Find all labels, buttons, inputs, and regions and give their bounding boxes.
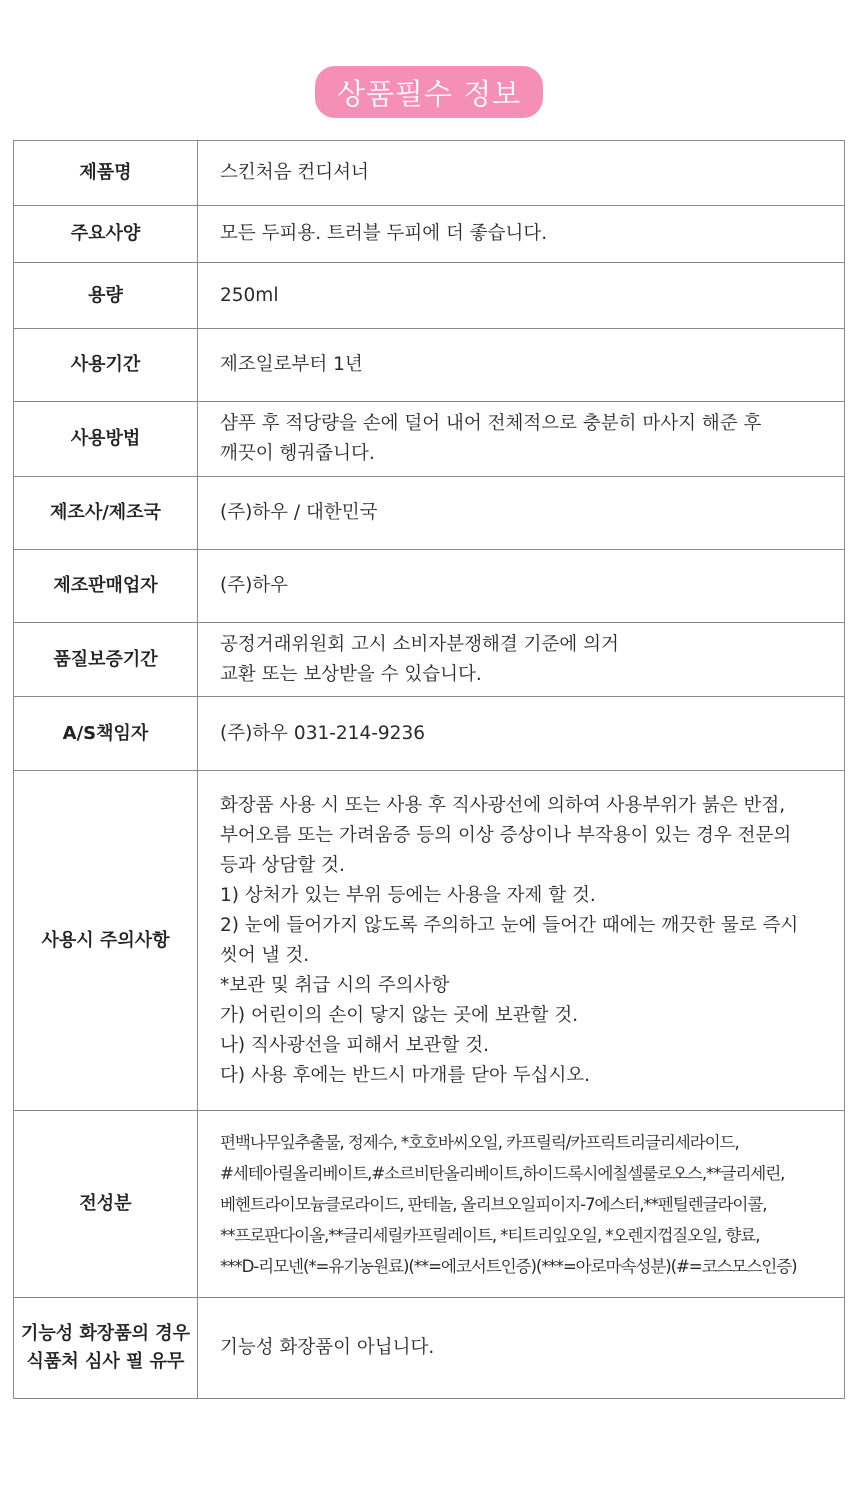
table-row — [14, 697, 845, 771]
row-label-text: 제품명 — [79, 162, 132, 183]
row-value-text: 나) 직사광선을 피해서 보관할 것. — [220, 1034, 489, 1056]
row-value-text: 등과 상담할 것. — [220, 854, 345, 876]
row-value-text: 씻어 낼 것. — [220, 944, 310, 966]
row-label-text: 품질보증기간 — [53, 648, 158, 670]
row-value — [198, 550, 845, 623]
row-value-text: (주)하우 / 대한민국 — [220, 502, 378, 523]
row-value-text: 공정거래위원회 고시 소비자분쟁해결 기준에 의거 — [220, 633, 619, 655]
row-value — [198, 623, 845, 697]
row-value — [198, 206, 845, 263]
row-label-text: 제조사/제조국 — [50, 502, 161, 523]
row-label — [14, 623, 198, 697]
table-row — [14, 1111, 845, 1298]
row-value-text: 스킨처음 컨디셔너 — [220, 162, 369, 183]
row-value-text: 샴푸 후 적당량을 손에 덜어 내어 전체적으로 충분히 마사지 해준 후 — [220, 413, 762, 434]
row-label — [14, 329, 198, 402]
table-row — [14, 550, 845, 623]
row-value — [198, 329, 845, 402]
row-value — [198, 1111, 845, 1298]
row-value-text: 2) 눈에 들어가지 않도록 주의하고 눈에 들어간 때에는 깨끗한 물로 즉시 — [220, 914, 799, 936]
row-value-text: #세테아릴올리베이트,#소르비탄올리베이트,하이드록시에칠셀룰로오스,**글리세린, — [220, 1163, 785, 1183]
row-label — [14, 771, 198, 1111]
row-value-text: 제조일로부터 1년 — [220, 354, 363, 375]
row-label — [14, 263, 198, 329]
table-row — [14, 477, 845, 550]
row-label-text: 전성분 — [79, 1193, 132, 1214]
row-value-text: (주)하우 031-214-9236 — [220, 722, 425, 744]
table-row — [14, 329, 845, 402]
row-label — [14, 141, 198, 206]
row-value — [198, 402, 845, 477]
table-row — [14, 402, 845, 477]
row-value — [198, 771, 845, 1111]
row-label-text: 용량 — [88, 284, 123, 306]
row-label — [14, 1298, 198, 1399]
table-row — [14, 771, 845, 1111]
row-label-text: 사용방법 — [70, 428, 141, 449]
row-value-text: 깨끗이 헹궈줍니다. — [220, 443, 375, 464]
row-value-text: ***D-리모넨(*=유기농원료)(**=에코서트인증)(***=아로마속성분)(#=코스모스인증) — [220, 1256, 797, 1276]
row-value-text: 기능성 화장품이 아닙니다. — [220, 1337, 435, 1358]
row-value — [198, 697, 845, 771]
row-value-text: 250ml — [220, 284, 279, 306]
row-value-text: 다) 사용 후에는 반드시 마개를 닫아 두십시오. — [220, 1064, 591, 1086]
row-value-text: 화장품 사용 시 또는 사용 후 직사광선에 의하여 사용부위가 붉은 반점, — [220, 794, 786, 816]
table-row — [14, 263, 845, 329]
row-value-text: 베헨트라이모늄클로라이드, 판테놀, 올리브오일피이지-7에스터,**펜틸렌글라이콜, — [220, 1194, 767, 1214]
row-value-text: 교환 또는 보상받을 수 있습니다. — [220, 663, 482, 685]
table-row — [14, 141, 845, 206]
row-value — [198, 263, 845, 329]
row-label — [14, 697, 198, 771]
row-value-text: 편백나무잎추출물, 정제수, *호호바씨오일, 카프릴릭/카프릭트리글리세라이드, — [220, 1132, 739, 1152]
row-label-text: 제조판매업자 — [53, 575, 158, 596]
row-value-text: 1) 상처가 있는 부위 등에는 사용을 자제 할 것. — [220, 884, 596, 906]
row-value-text: 모든 두피용. 트러블 두피에 더 좋습니다. — [220, 223, 548, 244]
row-label-text: 사용기간 — [70, 354, 141, 375]
row-value-text: 부어오름 또는 가려움증 등의 이상 증상이나 부작용이 있는 경우 전문의 — [220, 824, 792, 846]
row-label-text: 사용시 주의사항 — [41, 929, 170, 951]
table-row — [14, 1298, 845, 1399]
product-info-table — [13, 140, 845, 1399]
row-value — [198, 1298, 845, 1399]
row-label — [14, 477, 198, 550]
section-title-badge — [315, 66, 543, 118]
table-row — [14, 623, 845, 697]
row-label-text: A/S책임자 — [62, 722, 149, 744]
row-value-text: (주)하우 — [220, 575, 289, 596]
row-label-text: 기능성 화장품의 경우 — [20, 1323, 191, 1344]
row-label — [14, 550, 198, 623]
section-title: 상품필수 정보 — [336, 76, 522, 111]
row-value — [198, 477, 845, 550]
row-label-text: 주요사양 — [70, 223, 141, 244]
row-label — [14, 206, 198, 263]
row-value-text: **프로판다이올,**글리세릴카프릴레이트, *티트리잎오일, *오렌지껍질오일, 향료, — [220, 1225, 760, 1245]
row-label-text: 식품처 심사 필 유무 — [26, 1351, 185, 1372]
table-row — [14, 206, 845, 263]
row-value — [198, 141, 845, 206]
row-value-text: *보관 및 취급 시의 주의사항 — [220, 974, 450, 996]
row-label — [14, 402, 198, 477]
row-value-text: 가) 어린이의 손이 닿지 않는 곳에 보관할 것. — [220, 1004, 579, 1026]
row-label — [14, 1111, 198, 1298]
